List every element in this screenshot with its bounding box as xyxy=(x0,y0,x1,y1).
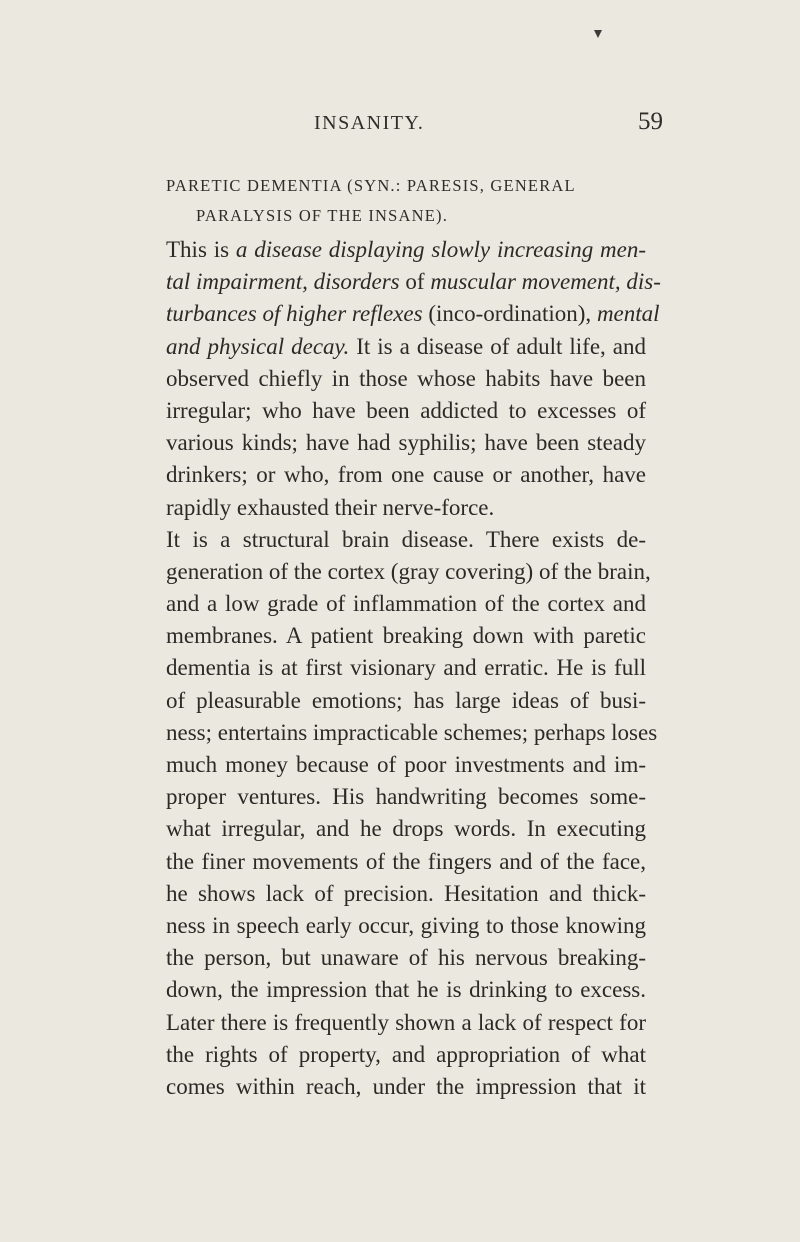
text-line: what irregular, and he drops words. In executing xyxy=(166,816,646,842)
text-line: drinkers; or who, from one cause or another, have xyxy=(166,462,646,488)
text-line: generation of the cortex (gray covering) of the brain, xyxy=(166,558,651,584)
italic-run: and physical decay. xyxy=(166,333,350,359)
text-line xyxy=(166,266,661,298)
text-line: the person, but unaware of his nervous breaking- xyxy=(166,945,646,971)
italic-run: a disease displaying slowly increasing men- xyxy=(235,237,647,262)
running-head xyxy=(0,108,800,142)
page-number: 59 xyxy=(638,108,663,135)
text-line xyxy=(166,234,646,266)
italic-run: turbances of higher reflexes xyxy=(166,301,423,327)
text-line xyxy=(166,298,660,330)
text-line: rapidly exhausted their nerve-force. xyxy=(166,494,495,520)
text-line: dementia is at first visionary and erratic. He is full xyxy=(166,655,646,681)
text-line: the finer movements of the fingers and of the face, xyxy=(166,848,646,874)
running-title: INSANITY. xyxy=(314,112,425,134)
text-line: Later there is frequently shown a lack of respect for xyxy=(166,1009,646,1035)
text-line: It is a structural brain disease. There exists de- xyxy=(166,526,646,552)
text-line: membranes. A patient breaking down with paretic xyxy=(166,623,646,649)
italic-run: tal impairment, disorders xyxy=(166,269,400,295)
italic-run: muscular movement, dis- xyxy=(430,269,661,295)
text-run: This is xyxy=(166,237,236,262)
text-line: down, the impression that he is drinking to excess. xyxy=(166,977,646,1003)
text-line: comes within reach, under the impression that it xyxy=(166,1073,646,1099)
text-line: observed chiefly in those whose habits have been xyxy=(166,365,646,391)
caret-mark-icon xyxy=(594,30,602,38)
section-heading-line-1: PARETIC DEMENTIA (SYN.: PARESIS, GENERAL xyxy=(166,176,576,195)
text-line: much money because of poor investments and im- xyxy=(166,752,646,777)
text-line: various kinds; have had syphilis; have been steady xyxy=(166,430,646,456)
text-run: It is a disease of adult life, and xyxy=(349,333,646,359)
text-line: irregular; who have been addicted to excesses of xyxy=(166,397,646,423)
text-line: and a low grade of inflammation of the cortex and xyxy=(166,591,646,617)
text-line: of pleasurable emotions; has large ideas of busi- xyxy=(166,687,646,713)
text-line: proper ventures. His handwriting becomes some- xyxy=(166,784,646,810)
text-line: ness in speech early occur, giving to those knowing xyxy=(166,912,646,938)
body-text xyxy=(166,234,661,1103)
text-line: he shows lack of precision. Hesitation and thick- xyxy=(166,880,646,906)
text-line xyxy=(166,331,646,363)
text-line: the rights of property, and appropriation of what xyxy=(166,1041,646,1067)
text-run: (inco-ordination), xyxy=(422,301,597,327)
text-run: of xyxy=(399,269,431,295)
text-line: ness; entertains impracticable schemes; perhaps loses xyxy=(166,719,658,745)
section-heading-line-2: PARALYSIS OF THE INSANE). xyxy=(196,206,449,225)
italic-run: mental xyxy=(596,301,660,327)
